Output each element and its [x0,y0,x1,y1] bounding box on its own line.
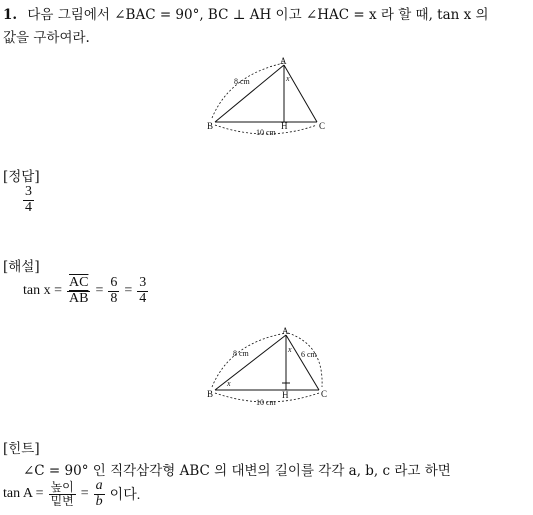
label-b: B [207,121,214,131]
explanation-lhs: tan x = [23,283,62,299]
hint-f1-num: 높이 [50,480,74,495]
label-a: A [282,326,289,336]
label-c: C [321,389,328,399]
label-bc-length: 10 cm [256,398,276,407]
label-angle-x-bottom: x [227,379,231,388]
side-ab [215,65,284,122]
explanation-f1-den: AB [69,290,89,306]
problem-line-1 [3,3,489,23]
explanation-eq2: = [124,283,133,299]
triangle-figure-1 [200,55,340,140]
brace-ab [212,63,284,118]
explanation-f2-num: 6 [110,275,118,290]
label-h: H [281,121,288,131]
triangle-figure-2 [200,325,340,413]
hint-f2-den: b [95,493,103,509]
side-ab [215,335,286,390]
brace-ac [288,333,322,387]
label-ac-length: 6 cm [301,350,317,359]
hint-equation [3,479,140,509]
hint-eq: = [80,486,89,502]
label-angle-x: x [286,74,290,83]
hint-header: [힌트] [3,441,40,457]
explanation-f2-den: 8 [110,290,118,306]
label-bc-length: 10 cm [256,128,276,137]
explanation-equation [23,276,148,306]
answer-denominator: 4 [25,199,32,215]
hint-f2-num: a [95,478,103,493]
answer-header: [정답] [3,169,40,185]
explanation-eq1: = [95,283,104,299]
explanation-f3-den: 4 [139,290,147,306]
side-ac [286,335,319,390]
explanation-f1-num: $\overline{AC}$ [69,275,89,290]
explanation-f3-num: 3 [139,275,147,290]
hint-lhs: tan A = [3,486,44,502]
label-ab-length: 8 cm [234,77,250,86]
label-angle-x-top: x [288,345,292,354]
brace-ab [212,333,286,387]
label-b: B [207,389,214,399]
problem-number: 1. [3,7,18,23]
problem-text-2: 값을 구하여라. [3,30,90,46]
label-c: C [319,121,326,131]
label-h: H [282,390,289,400]
hint-line-1: ∠C = 90° 인 직각삼각형 ABC 의 대변의 길이를 각각 a, b, c 라고 하면 [23,463,451,479]
answer-numerator: 3 [25,184,32,199]
problem-text-1: 다음 그림에서 ∠BAC = 90°, BC ⊥ AH 이고 ∠HAC = x 라 할 때, tan x 의 [27,7,489,23]
hint-tail: 이다. [109,488,141,504]
hint-f1-den: 밑변 [50,493,74,508]
label-a: A [280,56,287,66]
explanation-header: [해설] [3,259,40,275]
label-ab-length: 8 cm [233,349,249,358]
answer-fraction [23,185,34,215]
